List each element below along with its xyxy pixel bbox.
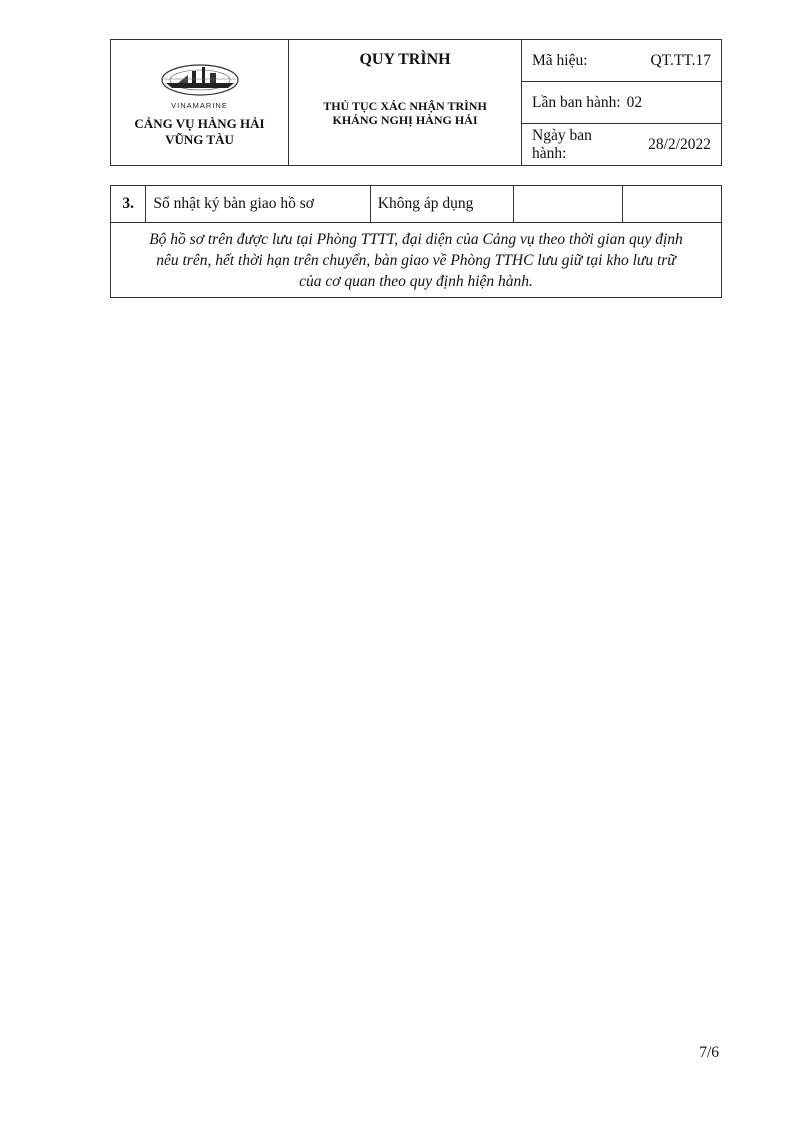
org-name-line2: VŨNG TÀU [165, 132, 234, 147]
organization-name [134, 116, 264, 148]
procedure-title-line2: KHÁNG NGHỊ HÀNG HẢI [332, 113, 478, 127]
record-name: Sổ nhật ký bàn giao hồ sơ [146, 186, 370, 223]
storage-note-line2: nêu trên, hết thời hạn trên chuyển, bàn giao về Phòng TTHC lưu giữ tại kho lưu trữ [156, 251, 676, 269]
edition-cell [522, 82, 722, 124]
code-value: QT.TT.17 [650, 51, 711, 69]
logo-caption: VINAMARINE [171, 101, 228, 110]
storage-note-line1: Bộ hồ sơ trên được lưu tại Phòng TTTT, đại diện của Cảng vụ theo thời gian quy định [149, 230, 683, 248]
document-header [110, 39, 722, 166]
organization-cell [111, 40, 289, 166]
code-label: Mã hiệu: [532, 51, 588, 69]
issue-date-label-line1: Ngày ban [532, 126, 592, 144]
storage-note [111, 223, 722, 298]
page-number: 7/6 [699, 1044, 719, 1061]
record-applicability: Không áp dụng [370, 186, 513, 223]
org-name-line1: CẢNG VỤ HÀNG HẢI [134, 116, 265, 131]
table-row [111, 186, 722, 223]
record-extra-cell-1 [514, 186, 623, 223]
issue-date-label-line2: hành: [532, 144, 567, 162]
record-extra-cell-2 [622, 186, 721, 223]
code-cell [522, 40, 722, 82]
document-type: QUY TRÌNH [359, 51, 451, 68]
edition-value: 02 [626, 93, 643, 111]
procedure-title-line1: THỦ TỤC XÁC NHẬN TRÌNH [323, 99, 487, 113]
records-table [110, 185, 722, 298]
row-number: 3. [111, 186, 146, 223]
note-row [111, 223, 722, 298]
issue-date-label [532, 127, 592, 163]
vinamarine-logo [158, 59, 242, 99]
procedure-title-cell [289, 40, 522, 166]
issue-date-value: 28/2/2022 [648, 135, 711, 153]
storage-note-line3: của cơ quan theo quy định hiện hành. [299, 272, 533, 290]
issue-date-cell [522, 124, 722, 166]
procedure-title [289, 99, 521, 127]
edition-label: Lần ban hành: [532, 93, 621, 111]
